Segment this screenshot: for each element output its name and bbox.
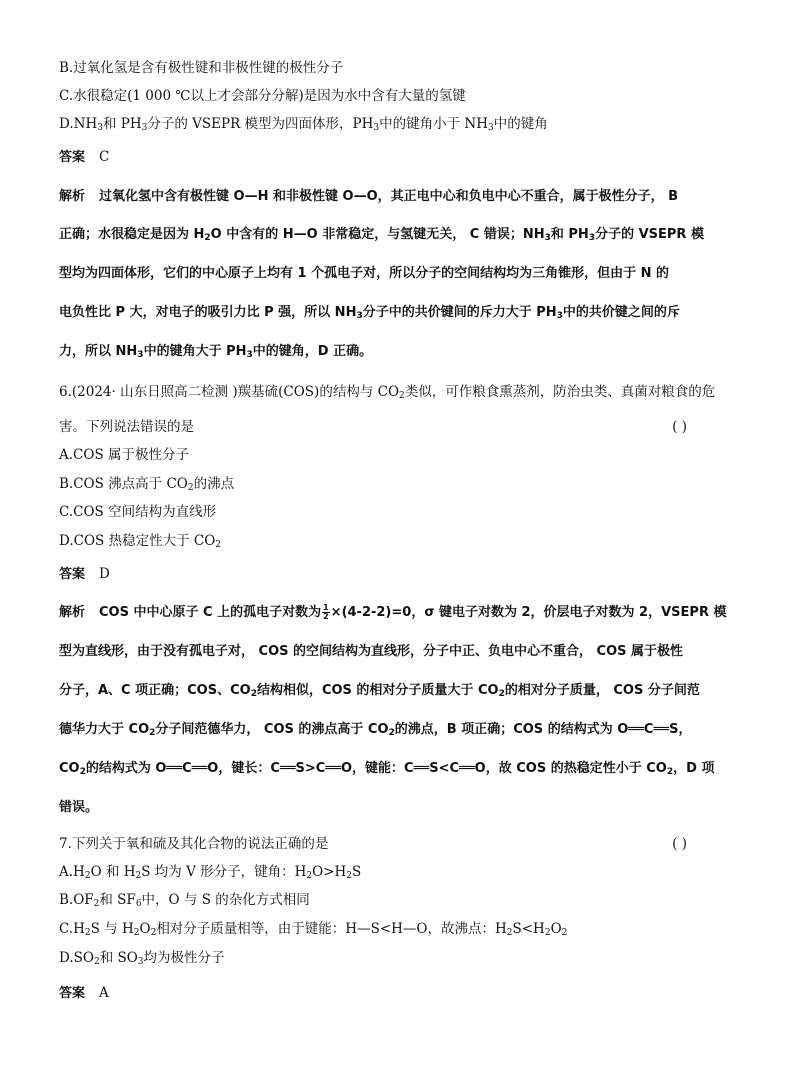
text-segment: 均为极性分子 [143, 950, 225, 966]
text-segment: 的结构式为 O══C══O，键长：C══S>C══O，键能：C══S<C══O，故 COS 的热稳定性小于 CO [85, 761, 667, 776]
text-segment: 德华力大于 CO [59, 722, 150, 737]
q7-answer [59, 984, 744, 1003]
subscript: 2 [498, 689, 505, 699]
answer-value: A [99, 985, 109, 1001]
text-segment: O 和 H [90, 864, 136, 880]
text-segment: 型均为四面体形，它们的中心原子上均有 1 个孤电子对，所以分子的空间结构均为三角锥形，但由于 N 的 [59, 266, 670, 281]
text-segment: 中的键角小于 NH [379, 116, 489, 132]
text-segment: 中的键角大于 PH [143, 344, 247, 359]
q5-analysis-line-3 [59, 265, 744, 283]
subscript: 3 [141, 123, 148, 133]
q5-analysis-line-4 [59, 304, 744, 322]
q7-option-a [59, 863, 744, 881]
text-segment: 分子的 VSEPR 模型为四面体形，PH [147, 116, 374, 132]
subscript: 2 [346, 871, 353, 881]
q6-option-a: A.COS 属于极性分子 [59, 447, 189, 463]
analysis-text [99, 189, 678, 204]
subscript: 3 [356, 311, 363, 321]
answer-label: 答案 [59, 567, 86, 582]
text-segment: D.NH [59, 116, 98, 132]
subscript: 2 [215, 540, 221, 550]
text-segment: S 均为 V 形分子，键角：H [141, 864, 307, 880]
q7-stem [59, 835, 744, 853]
q6-analysis-line-3 [59, 682, 744, 700]
text-segment: 中的键角，D 正确。 [252, 344, 373, 359]
text-segment: 和 SF [99, 892, 136, 908]
text-segment: 的沸点 [193, 476, 235, 492]
q7-stem-text: 7.下列关于氧和硫及其化合物的说法正确的是 [59, 836, 329, 852]
subscript: 3 [137, 350, 144, 360]
text-segment: 相对分子质量相等，由于键能：H—S<H—O，故沸点：H [156, 921, 507, 937]
subscript: 2 [666, 767, 674, 777]
subscript: 2 [84, 928, 91, 938]
subscript: 2 [388, 728, 395, 738]
text-segment: C.H [59, 921, 85, 937]
text-segment: 和 PH [550, 227, 589, 242]
q6-answer [59, 565, 744, 584]
text-segment: CO [59, 761, 80, 776]
analysis-label: 解析 [59, 605, 86, 620]
subscript: 3 [588, 233, 596, 243]
answer-value: D [99, 566, 110, 582]
q6-option-b [59, 475, 744, 493]
q5-option-d [59, 115, 744, 133]
q6-stem-text: 害。下列说法错误的是 [59, 419, 194, 435]
q6-analysis-line-1 [59, 604, 744, 622]
text-segment: O [550, 921, 562, 937]
text-segment: 分子，A、C 项正确；COS、CO [59, 683, 251, 698]
q5-option-b: B.过氧化氢是含有极性键和非极性键的极性分子 [59, 60, 344, 76]
q6-analysis-line-2 [59, 643, 744, 661]
subscript: 3 [137, 957, 144, 967]
text-segment: A.H [59, 864, 85, 880]
text-segment: S<H [512, 921, 545, 937]
answer-value: C [99, 149, 110, 165]
subscript: 2 [187, 483, 194, 493]
subscript: 2 [84, 871, 91, 881]
subscript: 2 [399, 391, 405, 401]
text-segment: 分子间范德华力， COS 的沸点高于 CO [155, 722, 389, 737]
text-segment: 结构相似，COS 的相对分子质量大于 CO [256, 683, 499, 698]
q5-answer [59, 148, 744, 167]
answer-label: 答案 [59, 986, 86, 1001]
text-segment: 类似，可作粮食熏蒸剂，防治虫类、真菌对粮食的危 [404, 384, 716, 400]
subscript: 2 [93, 957, 100, 967]
subscript: 6 [135, 899, 142, 909]
text-segment: 中的键角 [493, 116, 548, 132]
text-segment: O 中含有的 H—O 非常稳定，与氢键无关， C 错误；NH [210, 227, 545, 242]
q6-stem-line-2 [59, 418, 744, 436]
fraction [322, 604, 330, 621]
q6-option-d [59, 532, 744, 550]
subscript: 3 [544, 233, 551, 243]
q6-analysis-line-5 [59, 760, 744, 778]
text-segment: B.OF [59, 892, 94, 908]
q5-analysis-line-1 [59, 188, 744, 206]
text-segment: 过氧化氢中含有极性键 O—H 和非极性键 O—O，其正电中心和负电中心不重合，属于极性分子， B [99, 189, 679, 204]
answer-blank: ( ) [672, 419, 687, 435]
q6-stem-line-1 [59, 383, 744, 401]
text-segment: 型为直线形，由于没有孤电子对， COS 的空间结构为直线形，分子中正、负电中心不重合， COS 属于极性 [59, 644, 684, 659]
q7-option-d [59, 949, 744, 967]
q6-option-c: C.COS 空间结构为直线形 [59, 504, 217, 520]
subscript: 2 [306, 871, 313, 881]
subscript: 2 [135, 871, 142, 881]
q6-analysis-line-6 [59, 799, 744, 817]
text-segment: S 与 H [90, 921, 134, 937]
subscript: 2 [150, 928, 157, 938]
text-segment: 错误。 [59, 800, 99, 815]
q5-analysis-line-5 [59, 343, 744, 361]
subscript: 2 [149, 728, 156, 738]
text-segment: 电负性比 P 大，对电子的吸引力比 P 强，所以 NH [59, 305, 357, 320]
q7-option-b [59, 891, 744, 909]
text-segment: D.SO [59, 950, 94, 966]
subscript: 3 [246, 350, 253, 360]
text-segment: 6.(2024· 山东日照高二检测 )羰基硫(COS)的结构与 CO [59, 384, 400, 400]
text-segment: ，D 项 [673, 761, 715, 776]
q6-analysis-line-4 [59, 721, 744, 739]
subscript: 3 [97, 123, 103, 133]
text-segment: D.COS 热稳定性大于 CO [59, 533, 216, 549]
fraction-numerator: 1 [323, 603, 329, 612]
fraction-denominator: 2 [323, 612, 329, 621]
subscript: 2 [79, 767, 86, 777]
subscript: 2 [250, 689, 257, 699]
answer-label: 答案 [59, 150, 86, 165]
text-segment: 和 SO [99, 950, 138, 966]
subscript: 2 [93, 899, 100, 909]
q5-analysis-line-2 [59, 226, 744, 244]
text-segment: 分子的 VSEPR 模 [595, 227, 704, 242]
text-segment: 力，所以 NH [59, 344, 138, 359]
analysis-text: ×(4-2-2)=0，σ 键电子对数为 2，价层电子对数为 2，VSEPR 模 [330, 605, 727, 620]
analysis-label: 解析 [59, 189, 86, 204]
text-segment: O [139, 921, 151, 937]
analysis-text: COS 中中心原子 C 上的孤电子对数为 [99, 605, 322, 620]
text-segment: B.COS 沸点高于 CO [59, 476, 188, 492]
subscript: 3 [488, 123, 494, 133]
text-segment: 分子中的共价键间的斥力大于 PH [362, 305, 557, 320]
q7-option-c [59, 920, 744, 938]
text-segment: 正确；水很稳定是因为 H [59, 227, 205, 242]
answer-blank: ( ) [672, 836, 687, 852]
q5-option-c: C.水很稳定(1 000 ℃以上才会部分分解)是因为水中含有大量的氢键 [59, 88, 466, 104]
subscript: 2 [133, 928, 140, 938]
text-segment: 中的共价键之间的斥 [562, 305, 680, 320]
subscript: 2 [506, 928, 513, 938]
subscript: 2 [544, 928, 551, 938]
text-segment: O>H [312, 864, 347, 880]
subscript: 3 [556, 311, 563, 321]
text-segment: S [352, 864, 362, 880]
text-segment: 的相对分子质量， COS 分子间范 [504, 683, 700, 698]
text-segment: 和 PH [102, 116, 142, 132]
subscript: 3 [373, 123, 380, 133]
subscript: 2 [561, 928, 568, 938]
text-segment: 中，O 与 S 的杂化方式相同 [141, 892, 310, 908]
text-segment: 的沸点，B 项正确；COS 的结构式为 O══C══S， [394, 722, 692, 737]
subscript: 2 [204, 233, 211, 243]
